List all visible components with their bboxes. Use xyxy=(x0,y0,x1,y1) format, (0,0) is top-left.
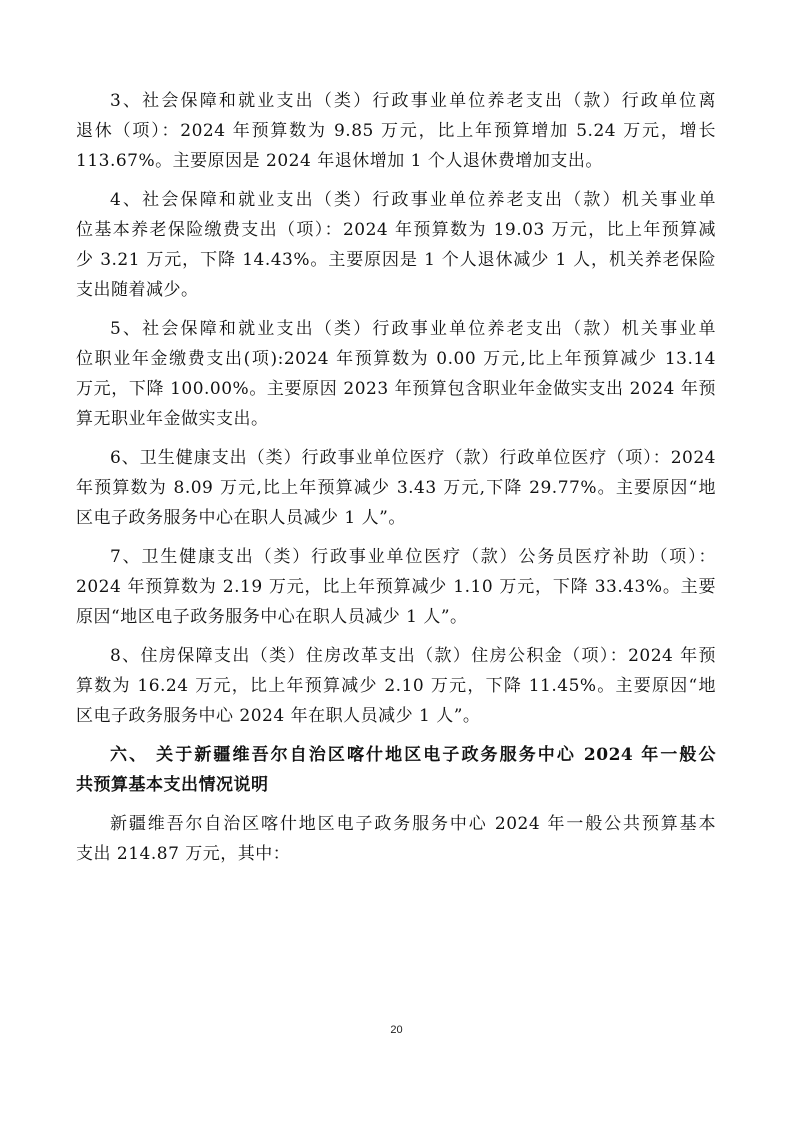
text-line: 新疆维吾尔自治区喀什地区电子政务服务中心 2024 年一般公共预算基本 xyxy=(110,814,716,834)
paragraph-4 xyxy=(76,185,716,305)
section-heading xyxy=(76,740,716,800)
text-line: 4、社会保障和就业支出（类）行政事业单位养老支出（款）机关事业单 xyxy=(110,190,716,210)
text-line: 区电子政务服务中心 2024 年在职人员减少 1 人”。 xyxy=(76,706,481,726)
text-line: 万元，下降 100.00%。主要原因 2023 年预算包含职业年金做实支出 2024 年预 xyxy=(76,379,716,399)
text-line: 原因“地区电子政务服务中心在职人员减少 1 人”。 xyxy=(76,607,468,627)
text-line: 年预算数为 8.09 万元,比上年预算减少 3.43 万元,下降 29.77%。主要原因“地 xyxy=(76,478,716,498)
text-line: 退休（项）：2024 年预算数为 9.85 万元，比上年预算增加 5.24 万元，增长 xyxy=(76,121,716,141)
text-line: 算数为 16.24 万元，比上年预算减少 2.10 万元，下降 11.45%。主要原因“地 xyxy=(76,676,716,696)
text-line: 2024 年预算数为 2.19 万元，比上年预算减少 1.10 万元，下降 33.43%。主要 xyxy=(76,577,716,597)
text-line: 位基本养老保险缴费支出（项）：2024 年预算数为 19.03 万元，比上年预算减 xyxy=(76,220,716,240)
heading-line: 六、 关于新疆维吾尔自治区喀什地区电子政务服务中心 2024 年一般公 xyxy=(110,745,716,765)
heading-line: 共预算基本支出情况说明 xyxy=(76,775,269,795)
text-line: 8、住房保障支出（类）住房改革支出（款）住房公积金（项）：2024 年预 xyxy=(110,646,716,666)
text-line: 113.67%。主要原因是 2024 年退休增加 1 个人退休费增加支出。 xyxy=(76,151,603,171)
section-intro-paragraph xyxy=(76,809,716,869)
text-line: 区电子政务服务中心在职人员减少 1 人”。 xyxy=(76,508,406,528)
paragraph-5 xyxy=(76,314,716,434)
text-line: 算无职业年金做实支出。 xyxy=(76,409,269,429)
text-line: 5、社会保障和就业支出（类）行政事业单位养老支出（款）机关事业单 xyxy=(110,319,716,339)
text-line: 少 3.21 万元，下降 14.43%。主要原因是 1 个人退休减少 1 人，机关养老保险 xyxy=(76,250,716,270)
text-line: 6、卫生健康支出（类）行政事业单位医疗（款）行政单位医疗（项）：2024 xyxy=(110,448,716,468)
document-page xyxy=(76,86,716,878)
text-line: 7、卫生健康支出（类）行政事业单位医疗（款）公务员医疗补助（项）： xyxy=(110,547,716,567)
paragraph-3 xyxy=(76,86,716,176)
page-number: 20 xyxy=(390,1024,403,1036)
paragraph-8 xyxy=(76,641,716,731)
text-line: 支出 214.87 万元，其中： xyxy=(76,844,291,864)
text-line: 支出随着减少。 xyxy=(76,280,199,300)
paragraph-6 xyxy=(76,443,716,533)
text-line: 3、社会保障和就业支出（类）行政事业单位养老支出（款）行政单位离 xyxy=(110,91,716,111)
paragraph-7 xyxy=(76,542,716,632)
text-line: 位职业年金缴费支出(项):2024 年预算数为 0.00 万元,比上年预算减少 13.14 xyxy=(76,349,716,369)
